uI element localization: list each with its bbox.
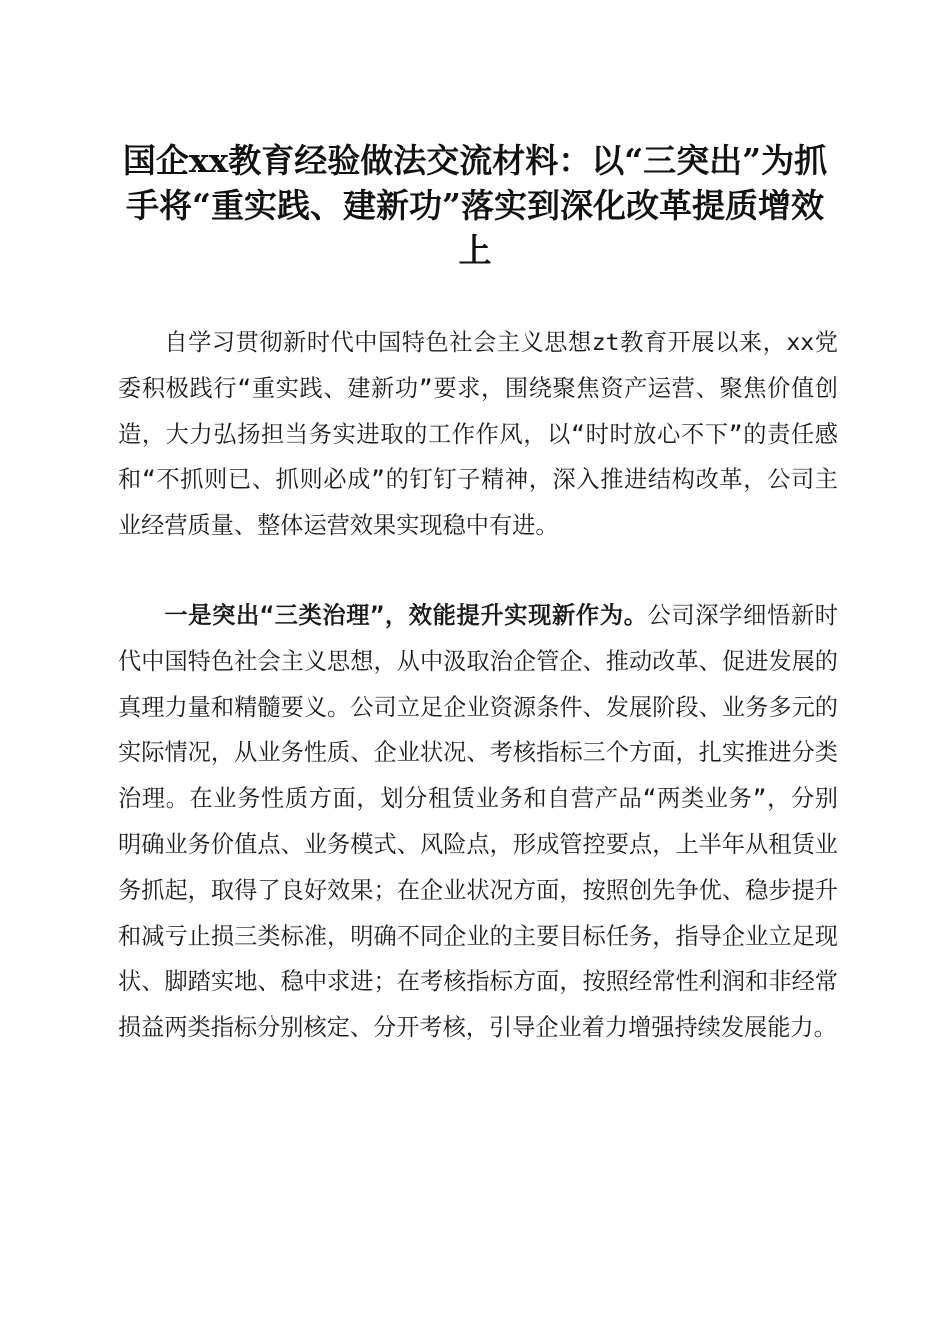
paragraph-intro [118, 320, 838, 549]
paragraph-lead-heading: 一是突出“三类治理”，效能提升实现新作为。 [164, 602, 648, 629]
document-title: 国企xx教育经验做法交流材料：以“三突出”为抓手将“重实践、建新功”落实到深化改革提质增效上 [122, 141, 828, 270]
paragraph-three-governance [118, 593, 838, 1051]
paragraph-three-governance-text: 公司深学细悟新时代中国特色社会主义思想，从中汲取治企管企、推动改革、促进发展的真理力量和精髓要义。公司立足企业资源条件、发展阶段、业务多元的实际情况，从业务性质、企业状况、考核指标三个方面，扎实推进分类治理。在业务性质方面，划分租赁业务和自营产品“两类业务”，分别明确业务价值点、业务模式、风险点，形成管控要点，上半年从租赁业务抓起，取得了良好效果；在企业状况方面，按照创先争优、稳步提升和减亏止损三类标准，明确不同企业的主要目标任务，指导企业立足现状、脚踏实地、稳中求进；在考核指标方面，按照经常性利润和非经常损益两类指标分别核定、分开考核，引导企业着力增强持续发展能力。 [118, 602, 838, 1042]
paragraph-intro-text: 自学习贯彻新时代中国特色社会主义思想zt教育开展以来，xx党委积极践行“重实践、建新功”要求，围绕聚焦资产运营、聚焦价值创造，大力弘扬担当务实进取的工作作风，以“时时放心不下”的责任感和“不抓则已、抓则必成”的钉钉子精神，深入推进结构改革，公司主业经营质量、整体运营效果实现稳中有进。 [118, 329, 838, 540]
